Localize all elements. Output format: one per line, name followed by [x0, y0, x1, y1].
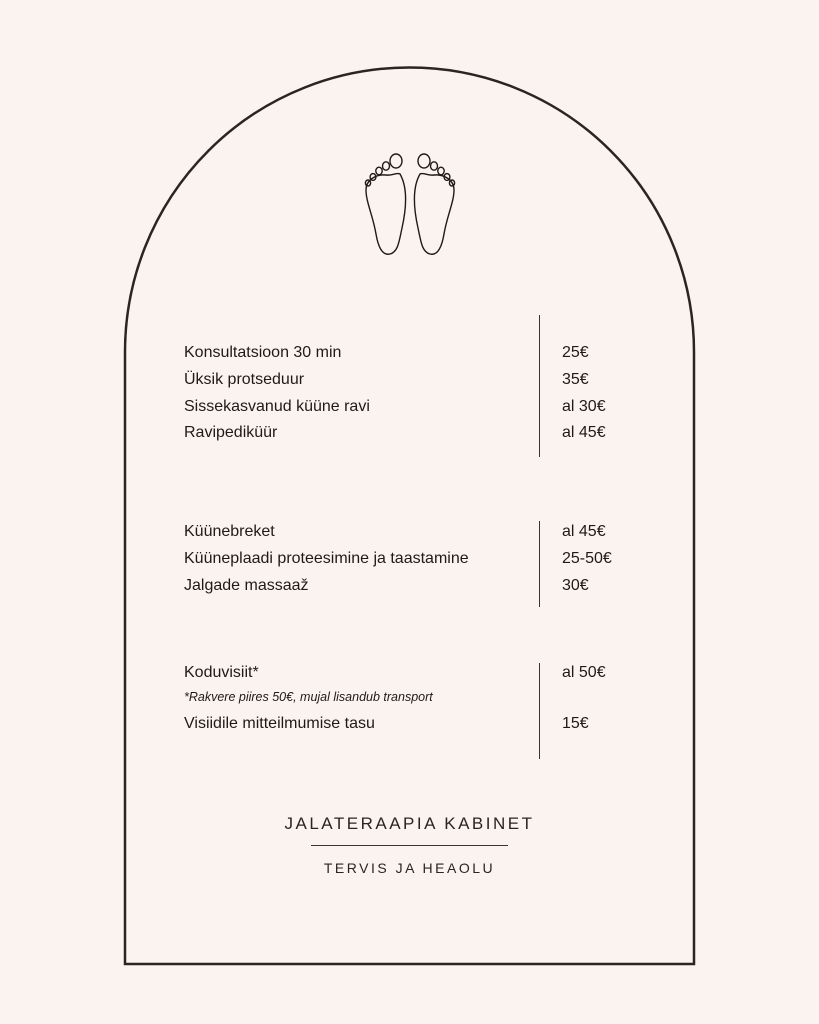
service-price: 35€ — [562, 371, 589, 388]
section-3-divider — [539, 663, 540, 759]
service-name: Ravipediküür — [184, 424, 278, 441]
service-name: Üksik protseduur — [184, 371, 305, 388]
service-name: Koduvisiit* — [184, 664, 259, 681]
service-price: al 45€ — [562, 424, 606, 441]
service-name: Sissekasvanud küüne ravi — [184, 398, 370, 415]
service-name: Visiidile mitteilmumise tasu — [184, 715, 375, 732]
service-name: Küüneplaadi proteesimine ja taastamine — [184, 550, 469, 567]
service-name: Konsultatsioon 30 min — [184, 344, 342, 361]
service-price: 15€ — [562, 715, 589, 732]
feet-icon — [356, 150, 464, 260]
brand-subtitle: TERVIS JA HEAOLU — [323, 860, 496, 876]
service-price: al 30€ — [562, 398, 606, 415]
service-price: 30€ — [562, 577, 589, 594]
section-2-divider — [539, 521, 540, 607]
brand-divider — [311, 845, 508, 846]
service-price: 25-50€ — [562, 550, 612, 567]
brand-title: JALATERAAPIA KABINET — [284, 814, 535, 833]
section-1-divider — [539, 315, 540, 457]
service-price: 25€ — [562, 344, 589, 361]
service-price: al 45€ — [562, 523, 606, 540]
service-name: Küünebreket — [184, 523, 275, 540]
service-price: al 50€ — [562, 664, 606, 681]
service-note: *Rakvere piires 50€, mujal lisandub transport — [184, 690, 433, 704]
service-name: Jalgade massaaž — [184, 577, 309, 594]
